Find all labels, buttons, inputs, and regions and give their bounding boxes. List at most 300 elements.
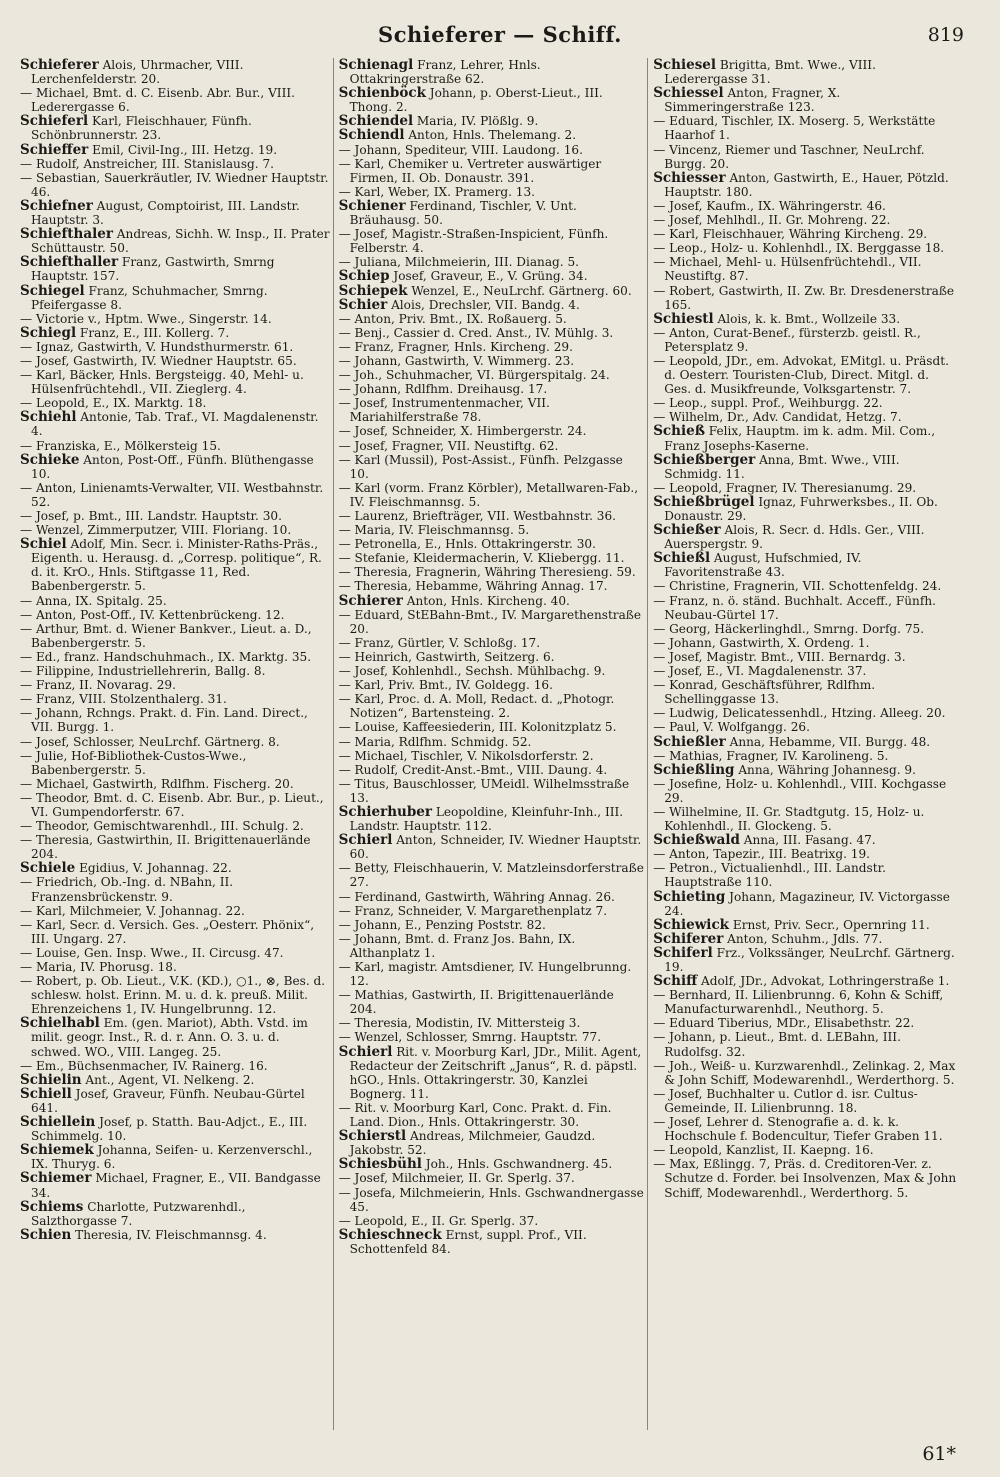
entry-details: — Juliana, Milchmeierin, III. Dianag. 5. <box>338 255 580 270</box>
entry-details: — Julie, Hof-Bibliothek-Custos-Wwe., Babenbergerstr. 5. <box>20 748 247 777</box>
column-right <box>647 58 962 1430</box>
directory-entry <box>339 58 645 86</box>
entry-surname: Schierl <box>338 832 393 849</box>
entry-details: — Leop., suppl. Prof., Weihburgg. 22. <box>653 396 883 411</box>
entry-details: Anton, Schuhm., Jdls. 77. <box>723 931 883 946</box>
entry-surname: Schiestl <box>653 310 714 327</box>
column-middle <box>333 58 648 1430</box>
entry-surname: Schiems <box>20 1198 84 1215</box>
entry-details: — Josef, Instrumentenmacher, VII. Mariahilferstraße 78. <box>338 396 550 425</box>
entry-details: — Leopold, JDr., em. Advokat, EMitgl. u. Präsdt. d. Oesterr. Touristen-Club, Direct. Mitgl. d. Ges. d. Musikfreunde, Volksgartenstr. 7. <box>653 353 949 397</box>
directory-entry <box>20 777 330 791</box>
directory-entry <box>653 312 959 326</box>
directory-entry <box>339 227 645 255</box>
entry-details: — Josefine, Holz- u. Kohlenhdl., VIII. Kochgasse 29. <box>653 776 947 805</box>
directory-entry <box>339 551 645 565</box>
entry-details: — Leopold, Fragner, IV. Theresianumg. 29. <box>653 480 917 495</box>
directory-entry <box>20 608 330 622</box>
directory-entry <box>20 523 330 537</box>
directory-entry <box>339 749 645 763</box>
entry-details: Ernst, suppl. Prof., VII. Schottenfeld 84. <box>349 1227 587 1256</box>
entry-details: — Josef, Gastwirth, IV. Wiedner Hauptstr. 65. <box>20 353 297 368</box>
entry-details: Adolf, Min. Secr. i. Minister-Raths-Präs., Eigenth. u. Herausg. d. „Corresp. politique“, R. d. it. KrO., Hnls. Stiftgasse 11, Red. Babenbergerstr. 5. <box>31 537 322 594</box>
entry-details: — Joh., Schuhmacher, VI. Bürgerspitalg. 24. <box>338 368 610 383</box>
entry-details: Alois, k. k. Bmt., Wollzeile 33. <box>713 311 901 326</box>
directory-entry <box>20 1087 330 1115</box>
directory-entry <box>20 678 330 692</box>
entry-details: — Georg, Häckerlinghdl., Smrng. Dorfg. 75. <box>653 621 925 636</box>
directory-entry <box>20 735 330 749</box>
entry-details: — Titus, Bauschlosser, UMeidl. Wilhelmsstraße 13. <box>338 776 630 805</box>
directory-entry <box>653 974 959 988</box>
entry-details: — Max, Eßlingg. 7, Präs. d. Creditoren-Ver. z. Schutze d. Forder. bei Insolvenzen, Max & John Schiff, Modewarenhdl., Werderthorg. 5. <box>653 1157 957 1200</box>
entry-details: Anna, III. Fasang. 47. <box>739 833 876 848</box>
entry-details: August, Comptoirist, III. Landstr. Hauptstr. 3. <box>31 198 300 228</box>
directory-entry <box>20 312 330 326</box>
entry-details: — Karl, Priv. Bmt., IV. Goldegg. 16. <box>338 678 553 693</box>
entry-details: — Rudolf, Anstreicher, III. Stanislausg. 7. <box>20 156 274 171</box>
entry-details: Frz., Volkssänger, NeuLrchf. Gärtnerg. 19. <box>664 945 955 974</box>
directory-entry <box>339 185 645 199</box>
directory-entry <box>339 354 645 368</box>
directory-entry <box>653 988 959 1016</box>
entry-details: — Maria, IV. Fleischmannsg. 5. <box>338 523 530 538</box>
entry-details: Ernst, Priv. Secr., Opernring 11. <box>729 917 930 932</box>
directory-entry <box>653 594 959 622</box>
entry-details: Josef, Graveur, Fünfh. Neubau-Gürtel 641. <box>31 1086 305 1115</box>
directory-entry <box>339 537 645 551</box>
entry-details: — Bernhard, II. Lilienbrunng. 6, Kohn & Schiff, Manufacturwarenhdl., Neuthorg. 5. <box>653 988 944 1017</box>
entry-surname: Schießer <box>653 522 721 539</box>
entry-details: Felix, Hauptm. im k. adm. Mil. Com., Franz Josephs-Kaserne. <box>664 424 936 453</box>
directory-entry <box>339 932 645 960</box>
entry-surname: Schiemer <box>20 1170 92 1187</box>
directory-entry <box>20 833 330 861</box>
entry-details: — Josefa, Milchmeierin, Hnls. Gschwandnergasse 45. <box>338 1185 644 1214</box>
entry-details: — Paul, V. Wolfgangg. 26. <box>653 720 810 735</box>
directory-entry <box>20 439 330 453</box>
entry-details: — Eduard, StEBahn-Bmt., IV. Margarethenstraße 20. <box>338 607 642 636</box>
entry-details: — Petronella, E., Hnls. Ottakringerstr. 30. <box>338 537 596 552</box>
entry-details: Michael, Fragner, E., VII. Bandgasse 34. <box>31 1171 321 1200</box>
directory-entry <box>653 1016 959 1030</box>
entry-details: — Rudolf, Credit-Anst.-Bmt., VIII. Daung. 4. <box>338 762 608 777</box>
entry-surname: Schiemek <box>20 1142 94 1159</box>
entry-details: — Benj., Cassier d. Cred. Anst., IV. Mühlg. 3. <box>338 325 614 340</box>
directory-entry <box>20 594 330 608</box>
directory-entry <box>20 1143 330 1171</box>
directory-entry <box>653 143 959 171</box>
entry-details: — Karl, Proc. d. A. Moll, Redact. d. „Photogr. Notizen“, Bartensteing. 2. <box>338 692 615 721</box>
entry-details: Anton, Gastwirth, E., Hauer, Pötzld. Hauptstr. 180. <box>664 170 949 199</box>
directory-entry <box>339 650 645 664</box>
entry-surname: Schiegel <box>20 282 85 299</box>
directory-entry <box>653 410 959 424</box>
entry-details: — Ed., franz. Handschuhmach., IX. Marktg. 35. <box>20 649 312 664</box>
directory-entry <box>339 1228 645 1256</box>
directory-entry <box>653 622 959 636</box>
entry-details: Karl, Fleischhauer, Fünfh. Schönbrunnerstr. 23. <box>31 114 252 143</box>
entry-surname: Schiferl <box>653 944 713 961</box>
entry-details: — Ludwig, Delicatessenhdl., Htzing. Alleeg. 20. <box>653 706 946 721</box>
entry-surname: Schiesel <box>653 58 717 73</box>
directory-entry <box>20 143 330 157</box>
entry-details: — Josef, Lehrer d. Stenografie a. d. k. k. Hochschule f. Bodencultur, Tiefer Graben 11. <box>653 1115 943 1144</box>
directory-entry <box>339 509 645 523</box>
directory-entry <box>653 763 959 777</box>
entry-details: — Josef, Kaufm., IX. Währingerstr. 46. <box>653 198 886 213</box>
entry-surname: Schießling <box>653 761 735 778</box>
directory-entry <box>20 706 330 734</box>
entry-surname: Schiessel <box>653 85 724 102</box>
directory-entry <box>339 918 645 932</box>
directory-entry <box>653 495 959 523</box>
directory-entry <box>339 678 645 692</box>
directory-entry <box>653 735 959 749</box>
entry-surname: Schießl <box>653 550 711 567</box>
directory-entry <box>339 1045 645 1101</box>
directory-entry <box>20 650 330 664</box>
entry-details: Maria, IV. Plößlg. 9. <box>413 114 539 129</box>
directory-entry <box>20 410 330 438</box>
directory-entry <box>339 326 645 340</box>
directory-entry <box>20 354 330 368</box>
directory-entry <box>20 819 330 833</box>
directory-entry <box>20 509 330 523</box>
entry-details: Anton, Fragner, X. Simmeringerstraße 123. <box>664 86 841 115</box>
entry-surname: Schiesbühl <box>338 1156 422 1173</box>
entry-details: — Anton, Priv. Bmt., IX. Roßauerg. 5. <box>338 311 567 326</box>
entry-surname: Schiele <box>20 860 76 877</box>
entry-details: — Johann, Gastwirth, V. Wimmerg. 23. <box>338 353 575 368</box>
entry-surname: Schiesser <box>653 169 726 186</box>
entry-details: — Betty, Fleischhauerin, V. Matzleinsdorferstraße 27. <box>338 861 644 890</box>
entry-details: Josef, p. Statth. Bau-Adjct., E., III. Schimmelg. 10. <box>31 1115 308 1144</box>
directory-entry <box>20 918 330 946</box>
directory-entry <box>339 904 645 918</box>
entry-details: — Em., Büchsenmacher, IV. Rainerg. 16. <box>20 1058 268 1073</box>
entry-details: — Franz, Gürtler, V. Schloßg. 17. <box>338 635 541 650</box>
directory-entry <box>653 1059 959 1087</box>
entry-details: — Petron., Victualienhdl., III. Landstr. Hauptstraße 110. <box>653 861 886 890</box>
directory-entry <box>653 720 959 734</box>
directory-entry <box>339 594 645 608</box>
directory-entry <box>653 1030 959 1058</box>
directory-entry <box>653 918 959 932</box>
entry-details: Johanna, Seifen- u. Kerzenverschl., IX. Thuryg. 6. <box>31 1143 313 1172</box>
directory-entry <box>339 1157 645 1171</box>
directory-entry <box>653 650 959 664</box>
entry-details: — Leopold, E., IX. Marktg. 18. <box>20 396 207 411</box>
entry-details: — Anton, Linienamts-Verwalter, VII. Westbahnstr. 52. <box>20 480 324 509</box>
entry-details: Franz, Gastwirth, Smrng Hauptstr. 157. <box>31 255 275 284</box>
directory-entry <box>20 1059 330 1073</box>
entry-details: — Josef, Magistr. Bmt., VIII. Bernardg. 3. <box>653 649 906 664</box>
directory-entry <box>339 481 645 509</box>
directory-entry <box>339 453 645 481</box>
directory-entry <box>20 875 330 903</box>
entry-details: Egidius, V. Johannag. 22. <box>75 861 232 876</box>
entry-details: Anna, Währing Johannesg. 9. <box>734 762 916 777</box>
entry-surname: Schießbrügel <box>653 493 755 510</box>
directory-entry <box>20 453 330 481</box>
entry-details: Leopoldine, Kleinfuhr-Inh., III. Landstr. Hauptstr. 112. <box>349 804 624 834</box>
entry-details: Johann, p. Oberst-Lieut., III. Thong. 2. <box>349 86 603 115</box>
directory-entry <box>653 805 959 833</box>
entry-details: — Victorie v., Hptm. Wwe., Singerstr. 14. <box>20 311 272 326</box>
directory-entry <box>20 1016 330 1058</box>
directory-entry <box>20 791 330 819</box>
entry-surname: Schiel <box>20 536 67 553</box>
entry-details: — Ferdinand, Gastwirth, Währing Annag. 26. <box>338 889 615 904</box>
directory-entry <box>653 1157 959 1199</box>
entry-details: — Robert, p. Ob. Lieut., V.K. (KD.), ○1., ⊗, Bes. d. schlesw. holst. Erinn. M. u. d. k. preuß. Milit. Ehrenzeichens 1, IV. Hungelbrunng. 12. <box>20 974 326 1017</box>
entry-details: — Mathias, Gastwirth, II. Brigittenauerlände 204. <box>338 988 614 1017</box>
directory-entry <box>339 523 645 537</box>
directory-entry <box>20 1228 330 1242</box>
directory-entry <box>339 608 645 636</box>
directory-entry <box>20 974 330 1016</box>
directory-entry <box>20 326 330 340</box>
entry-details: — Michael, Mehl- u. Hülsenfrüchtehdl., VII. Neustiftg. 87. <box>653 255 922 284</box>
entry-details: — Maria, Rdlfhm. Schmidg. 52. <box>338 734 532 749</box>
directory-entry <box>339 763 645 777</box>
entry-details: — Josef, Fragner, VII. Neustiftg. 62. <box>338 438 559 453</box>
directory-entry <box>653 114 959 142</box>
directory-entry <box>339 199 645 227</box>
entry-details: — Josef, Schlosser, NeuLrchf. Gärtnerg. 8. <box>20 734 280 749</box>
entry-surname: Schieffer <box>20 141 89 158</box>
directory-entry <box>653 579 959 593</box>
directory-entry <box>339 833 645 861</box>
entry-surname: Schiefner <box>20 197 93 214</box>
directory-entry <box>653 551 959 579</box>
directory-entry <box>339 143 645 157</box>
entry-details: — Robert, Gastwirth, II. Zw. Br. Dresdenerstraße 165. <box>653 283 955 312</box>
entry-details: — Josef, Buchhalter u. Cutlor d. isr. Cultus-Gemeinde, II. Lilienbrunng. 18. <box>653 1086 918 1115</box>
directory-entry <box>339 284 645 298</box>
entry-details: — Josef, Milchmeier, II. Gr. Sperlg. 37. <box>338 1171 575 1186</box>
directory-entry <box>339 1186 645 1214</box>
directory-entry <box>339 312 645 326</box>
directory-entry <box>339 269 645 283</box>
entry-details: — Josef, Kohlenhdl., Sechsh. Mühlbachg. 9. <box>338 664 606 679</box>
entry-details: — Karl (Mussil), Post-Assist., Fünfh. Pelzgasse 10. <box>338 452 623 481</box>
directory-entry <box>20 340 330 354</box>
entry-details: — Theodor, Bmt. d. C. Eisenb. Abr. Bur., p. Lieut., VI. Gumpendorferstr. 67. <box>20 790 324 819</box>
entry-details: — Theresia, Modistin, IV. Mittersteig 3. <box>338 1016 581 1031</box>
directory-entry <box>20 171 330 199</box>
entry-surname: Schiegl <box>20 324 77 341</box>
directory-entry <box>339 396 645 424</box>
entry-details: — Konrad, Geschäftsführer, Rdlfhm. Schellinggasse 13. <box>653 678 876 707</box>
entry-surname: Schierstl <box>338 1128 407 1145</box>
entry-details: — Josef, E., VI. Magdalenenstr. 37. <box>653 664 867 679</box>
entry-details: — Wenzel, Schlosser, Smrng. Hauptstr. 77. <box>338 1030 602 1045</box>
entry-details: — Friedrich, Ob.-Ing. d. NBahn, II. Franzensbrückenstr. 9. <box>20 875 234 904</box>
entry-details: — Theresia, Gastwirthin, II. Brigittenauerlände 204. <box>20 833 311 862</box>
directory-entry <box>653 1143 959 1157</box>
directory-entry <box>339 692 645 720</box>
entry-surname: Schielhabl <box>20 1015 100 1032</box>
entry-details: — Josef, Schneider, X. Himbergerstr. 24. <box>338 424 587 439</box>
entry-surname: Schierer <box>338 592 403 609</box>
directory-entry <box>339 579 645 593</box>
directory-entry <box>339 960 645 988</box>
directory-entry <box>339 777 645 805</box>
entry-surname: Schießler <box>653 733 726 750</box>
directory-entry <box>20 199 330 227</box>
directory-entry <box>20 904 330 918</box>
entry-details: — Karl, Fleischhauer, Währing Kircheng. 29. <box>653 227 928 242</box>
directory-entry <box>653 890 959 918</box>
directory-entry <box>653 326 959 354</box>
directory-entry <box>653 861 959 889</box>
directory-entry <box>339 128 645 142</box>
entry-details: Franz, Schuhmacher, Smrng. Pfeifergasse 8. <box>31 283 268 312</box>
directory-entry <box>653 284 959 312</box>
entry-surname: Schießberger <box>653 451 756 468</box>
entry-details: Alois, Drechsler, VII. Bandg. 4. <box>387 297 580 312</box>
entry-surname: Schiener <box>338 197 406 214</box>
entry-details: — Theodor, Gemischtwarenhdl., III. Schulg. 2. <box>20 819 304 834</box>
entry-details: — Karl (vorm. Franz Körbler), Metallwaren-Fab., IV. Fleischmannsg. 5. <box>338 480 639 509</box>
entry-surname: Schiff <box>653 973 698 990</box>
directory-entry <box>339 1016 645 1030</box>
entry-details: — Karl, magistr. Amtsdiener, IV. Hungelbrunng. 12. <box>338 960 632 989</box>
directory-entry <box>653 199 959 213</box>
entry-details: — Franz, Fragner, Hnls. Kircheng. 29. <box>338 339 573 354</box>
directory-entry <box>653 833 959 847</box>
directory-entry <box>653 453 959 481</box>
page-title: Schieferer — Schiff. <box>378 22 622 47</box>
directory-entry <box>20 114 330 142</box>
entry-surname: Schiehl <box>20 409 77 426</box>
entry-details: — Franz, VIII. Stolzenthalerg. 31. <box>20 692 227 707</box>
directory-entry <box>20 960 330 974</box>
entry-details: Anna, Hebamme, VII. Burgg. 48. <box>725 734 931 749</box>
directory-entry <box>20 861 330 875</box>
entry-details: Anton, Hnls. Kircheng. 40. <box>402 593 570 608</box>
entry-details: — Karl, Secr. d. Versich. Ges. „Oesterr. Phönix“, III. Ungarg. 27. <box>20 917 315 946</box>
entry-details: Antonie, Tab. Traf., VI. Magdalenenstr. 4. <box>31 410 319 439</box>
entry-details: — Filippine, Industriellehrerin, Ballg. 8. <box>20 664 266 679</box>
directory-entry <box>20 368 330 396</box>
directory-entry <box>653 424 959 452</box>
entry-surname: Schieferer <box>20 58 99 73</box>
entry-surname: Schielin <box>20 1071 82 1088</box>
directory-entry <box>653 227 959 241</box>
entry-details: Anna, Bmt. Wwe., VIII. Schmidg. 11. <box>664 452 900 481</box>
directory-entry <box>653 481 959 495</box>
entry-details: — Johann, Bmt. d. Franz Jos. Bahn, IX. Althanplatz 1. <box>338 931 576 960</box>
entry-details: — Leopold, E., II. Gr. Sperlg. 37. <box>338 1213 539 1228</box>
directory-entry <box>20 227 330 255</box>
directory-entry <box>339 424 645 438</box>
entry-surname: Schiewick <box>653 916 730 933</box>
directory-entry <box>339 720 645 734</box>
directory-entry <box>653 749 959 763</box>
entry-details: — Anton, Curat-Benef., fürsterzb. geistl. R., Petersplatz 9. <box>653 325 921 354</box>
directory-entry <box>20 157 330 171</box>
directory-entry <box>20 692 330 706</box>
directory-entry <box>653 255 959 283</box>
directory-entry <box>20 284 330 312</box>
directory-entry <box>653 777 959 805</box>
directory-entry <box>653 1087 959 1115</box>
entry-details: — Vincenz, Riemer und Taschner, NeuLrchf. Burgg. 20. <box>653 142 925 171</box>
entry-details: — Johann, Spediteur, VIII. Laudong. 16. <box>338 142 583 157</box>
entry-details: — Franziska, E., Mölkersteig 15. <box>20 438 221 453</box>
directory-entry <box>20 622 330 650</box>
entry-details: Anton, Post-Off., Fünfh. Blüthengasse 10. <box>31 452 314 481</box>
directory-entry <box>653 932 959 946</box>
entry-surname: Schieke <box>20 451 80 468</box>
directory-entry <box>20 1115 330 1143</box>
entry-details: — Laurenz, Briefträger, VII. Westbahnstr. 36. <box>338 509 617 523</box>
directory-entry <box>339 861 645 889</box>
directory-entry <box>653 706 959 720</box>
entry-surname: Schierl <box>338 1043 393 1060</box>
directory-entry <box>339 805 645 833</box>
directory-entry <box>339 1030 645 1044</box>
entry-details: — Ignaz, Gastwirth, V. Hundsthurmerstr. 61. <box>20 339 294 354</box>
entry-details: — Mathias, Fragner, IV. Karolineng. 5. <box>653 748 889 763</box>
entry-surname: Schieß <box>653 423 705 440</box>
entry-details: — Anton, Post-Off., IV. Kettenbrückeng. 12. <box>20 607 285 622</box>
directory-entry <box>653 636 959 650</box>
entry-details: Ignaz, Fuhrwerksbes., II. Ob. Donaustr. 29. <box>664 494 938 523</box>
entry-details: Em. (gen. Mariot), Abth. Vstd. im milit. geogr. Inst., R. d. r. Ann. O. 3. u. d. schwed. WO., VIII. Langeg. 25. <box>31 1016 308 1059</box>
directory-entry <box>653 213 959 227</box>
entry-details: — Franz, Schneider, V. Margarethenplatz 7. <box>338 903 608 918</box>
entry-details: Rit. v. Moorburg Karl, JDr., Milit. Agent, Redacteur der Zeitschrift „Janus“, R. d. päpstl. hGO., Hnls. Ottakringerstr. 30, Kanzlei Bognerg. 11. <box>349 1044 642 1101</box>
entry-details: — Johann, E., Penzing Poststr. 82. <box>338 917 546 932</box>
directory-entry <box>339 735 645 749</box>
directory-entry <box>339 1214 645 1228</box>
entry-details: — Josef, Magistr.-Straßen-Inspicient, Fünfh. Felberstr. 4. <box>338 227 609 256</box>
entry-details: Anton, Hnls. Thelemang. 2. <box>404 128 577 143</box>
entry-surname: Schier <box>338 296 388 313</box>
entry-details: Josef, Graveur, E., V. Grüng. 34. <box>389 269 588 284</box>
entry-surname: Schiep <box>338 268 390 285</box>
directory-entry <box>339 157 645 185</box>
directory-entry <box>339 565 645 579</box>
directory-entry <box>20 481 330 509</box>
entry-details: Wenzel, E., NeuLrchf. Gärtnerg. 60. <box>407 283 632 298</box>
entry-details: — Johann, Rchngs. Prakt. d. Fin. Land. Direct., VII. Burgg. 1. <box>20 706 308 735</box>
directory-entry <box>339 1129 645 1157</box>
sheet-signature: 61* <box>922 1443 956 1465</box>
entry-surname: Schienböck <box>338 85 426 102</box>
entry-details: — Wenzel, Zimmerputzer, VIII. Floriang. 10. <box>20 523 292 538</box>
directory-entry <box>20 58 330 86</box>
entry-details: — Anna, IX. Spitalg. 25. <box>20 593 167 608</box>
entry-surname: Schiendl <box>338 127 405 144</box>
entry-surname: Schierhuber <box>338 803 432 820</box>
entry-columns <box>18 58 962 1430</box>
entry-details: — Franz, n. ö. ständ. Buchhalt. Acceff., Fünfh. Neubau-Gürtel 17. <box>653 593 936 622</box>
entry-details: Alois, R. Secr. d. Hdls. Ger., VIII. Auerspergstr. 9. <box>664 523 925 552</box>
entry-details: — Josef, p. Bmt., III. Landstr. Hauptstr. 30. <box>20 509 282 523</box>
entry-details: Johann, Magazineur, IV. Victorgasse 24. <box>664 889 950 918</box>
page-header <box>0 22 1000 56</box>
entry-details: Franz, E., III. Kollerg. 7. <box>76 325 230 340</box>
entry-surname: Schiferer <box>653 930 724 947</box>
directory-entry <box>653 241 959 255</box>
directory-entry <box>339 664 645 678</box>
directory-entry <box>20 1171 330 1199</box>
